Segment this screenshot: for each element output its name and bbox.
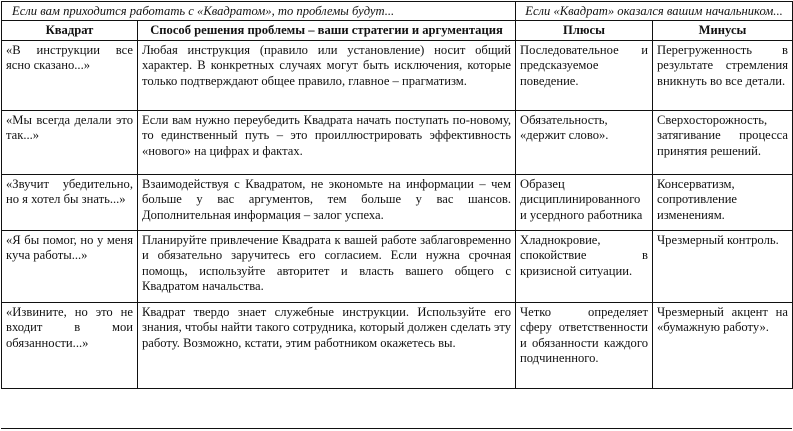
column-header-square: Квадрат <box>2 21 138 40</box>
cons-cell: Консерватизм, сопротивление изменениям. <box>653 174 793 230</box>
quote-cell: «Извините, но это не входит в мои обязанности...» <box>2 302 138 388</box>
bottom-divider <box>1 428 792 429</box>
pros-cell: Хладнокровие, спокойствие в кризисной ситуации. <box>516 230 653 302</box>
table-row <box>2 174 793 230</box>
column-header-cons: Минусы <box>653 21 793 40</box>
method-cell: Взаимодействуя с Квадратом, не экономьте на информации – чем больше у вас аргументов, тем больше у вас шансов. Дополнительная информация – залог успеха. <box>138 174 516 230</box>
comparison-table <box>1 1 793 389</box>
quote-cell: «Я бы помог, но у меня куча работы...» <box>2 230 138 302</box>
method-cell: Квадрат твердо знает служебные инструкции. Используйте его знания, чтобы найти такого сотрудника, который должен сделать эту работу. Возможно, кстати, этим работником окажетесь вы. <box>138 302 516 388</box>
quote-cell: «В инструкции все ясно сказано...» <box>2 40 138 110</box>
pros-cell: Последовательное и предсказуемое поведение. <box>516 40 653 110</box>
table-row <box>2 40 793 110</box>
header-row-top <box>2 2 793 21</box>
quote-cell: «Мы всегда делали это так...» <box>2 110 138 174</box>
header-problems: Если вам приходится работать с «Квадратом», то проблемы будут... <box>2 2 516 21</box>
table-row <box>2 110 793 174</box>
header-row-columns <box>2 21 793 40</box>
method-cell: Если вам нужно переубедить Квадрата начать поступать по-новому, то единственный путь – это проиллюстрировать эффективность «нового» на цифрах и фактах. <box>138 110 516 174</box>
cons-cell: Сверхосторожность, затягивание процесса принятия решений. <box>653 110 793 174</box>
column-header-pros: Плюсы <box>516 21 653 40</box>
header-boss: Если «Квадрат» оказался вашим начальником... <box>516 2 793 21</box>
cons-cell: Чрезмерный акцент на «бумажную работу». <box>653 302 793 388</box>
method-cell: Планируйте привлечение Квадрата к вашей работе заблаговременно и обязательно заручитесь его согласием. Если нужна срочная помощь, используйте авторитет и власть вашего общего с Квадратом начальства. <box>138 230 516 302</box>
pros-cell: Образец дисциплинированного и усердного работника <box>516 174 653 230</box>
quote-cell: «Звучит убедительно, но я хотел бы знать...» <box>2 174 138 230</box>
column-header-method: Способ решения проблемы – ваши стратегии и аргументация <box>138 21 516 40</box>
table-row <box>2 302 793 388</box>
pros-cell: Обязательность, «держит слово». <box>516 110 653 174</box>
cons-cell: Перегруженность в результате стремления вникнуть во все детали. <box>653 40 793 110</box>
pros-cell: Четко определяет сферу ответственности и обязанности каждого подчиненного. <box>516 302 653 388</box>
cons-cell: Чрезмерный контроль. <box>653 230 793 302</box>
method-cell: Любая инструкция (правило или установление) носит общий характер. В конкретных случаях могут быть исключения, которые только подтверждают общее правило, главное – прагматизм. <box>138 40 516 110</box>
table-row <box>2 230 793 302</box>
